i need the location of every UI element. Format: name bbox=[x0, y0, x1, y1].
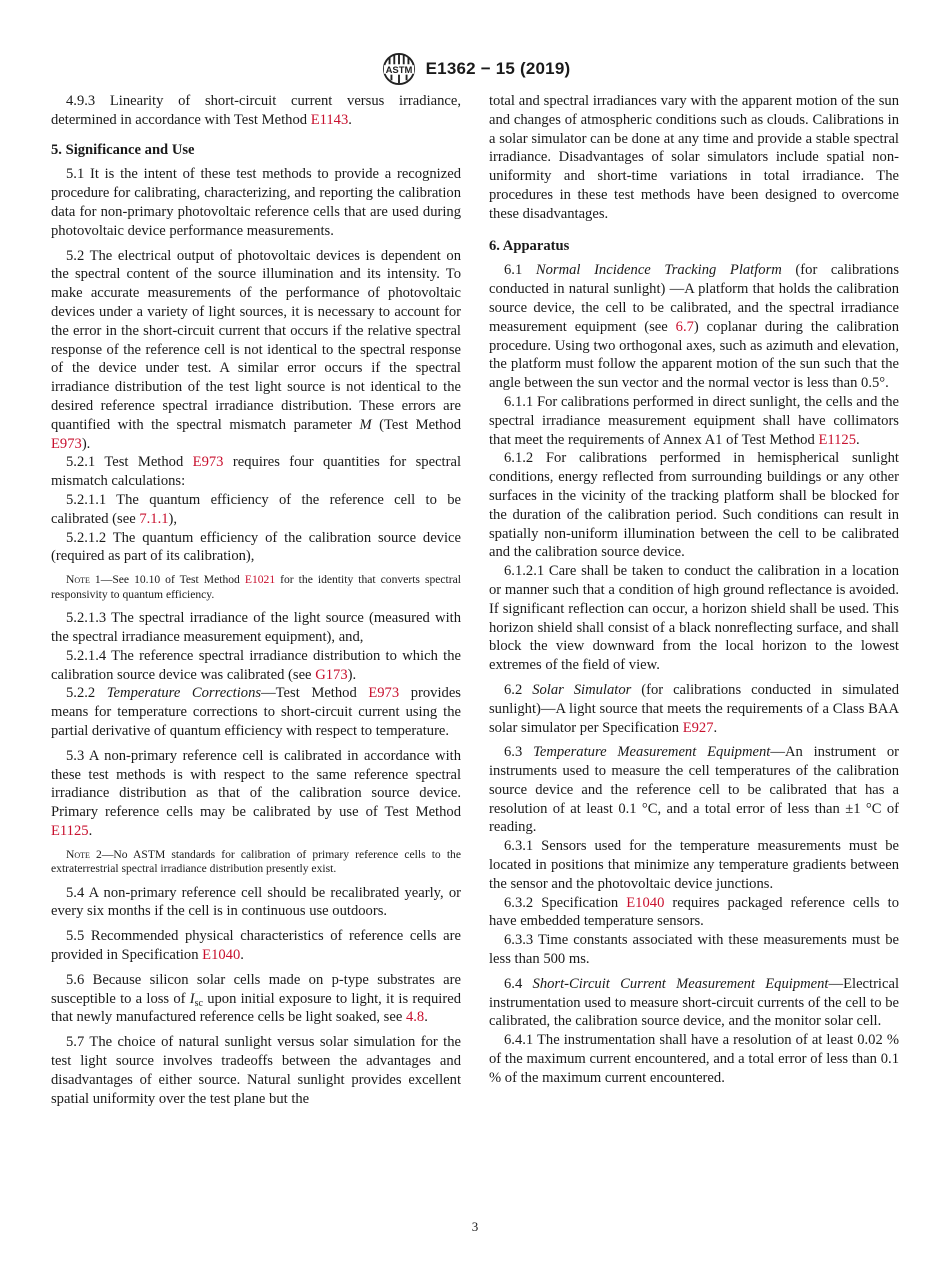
section-5-heading: 5. Significance and Use bbox=[51, 141, 195, 158]
section-6-heading: 6. Apparatus bbox=[489, 237, 570, 254]
paragraph-5-2-1-1: 5.2.1.1 The quantum efficiency of the reference cell to be calibrated (see 7.1.1), bbox=[51, 491, 461, 527]
link-e973[interactable]: E973 bbox=[368, 685, 400, 702]
paragraph-6-1: 6.1 Normal Incidence Tracking Platform (for calibrations conducted in natural sunlight) —A platform that holds the calibration source device, the cell to be calibrated, and the spectral irradiance measurement equipment (see 6.7) coplanar during the calibration procedure. Using two orthogonal axes, such as azimuth and elevation, the platform must follow the apparent motion of the sun such that the angle between the sun vector and the normal vector is less than 0.5°. bbox=[489, 262, 900, 392]
paragraph-6-1-1: 6.1.1 For calibrations performed in direct sunlight, the cells and the spectral irradiance measurement equipment shall have collimators that meet the requirements of Annex A1 of Test Method E1125. bbox=[489, 393, 899, 448]
paragraph-5-2-2: 5.2.2 Temperature Corrections—Test Method E973 provides means for temperature corrections to short-circuit current using the partial derivative of quantum efficiency with respect to temperature. bbox=[51, 685, 461, 739]
paragraph-6-3-2: 6.3.2 Specification E1040 requires packaged reference cells to have embedded temperature sensors. bbox=[489, 894, 900, 930]
note-2: Note 2—No ASTM standards for calibration of primary reference cells to the extraterrestrial spectral irradiance distribution presently exist. bbox=[51, 847, 461, 876]
paragraph-5-1: 5.1 It is the intent of these test methods to provide a recognized procedure for calibrating, characterizing, and reporting the calibration data for non-primary photovoltaic reference cells that are used during photovoltaic device performance measurements. bbox=[51, 166, 461, 239]
link-7-1-1[interactable]: 7.1.1 bbox=[139, 510, 169, 527]
note-1: Note 1—See 10.10 of Test Method E1021 for the identity that converts spectral responsivity to quantum efficiency. bbox=[51, 573, 461, 601]
paragraph-6-1-2-1: 6.1.2.1 Care shall be taken to conduct the calibration in a location or manner such that a condition of high ground reflectance is avoided. If significant reflection can occur, a horizon shield shall be used. This horizon shield shall consist of a black nonreflecting surface, and shall block the view downward from the local horizon to the lowest extremes of the field of view. bbox=[489, 563, 899, 674]
link-e973[interactable]: E973 bbox=[192, 454, 224, 471]
link-e1040[interactable]: E1040 bbox=[626, 894, 665, 911]
paragraph-4-9-3: 4.9.3 Linearity of short-circuit current versus irradiance, determined in accordance with Test Method E1143. bbox=[51, 93, 461, 128]
paragraph-5-7: 5.7 The choice of natural sunlight versus solar simulation for the test light source involves tradeoffs between the advantages and disadvantages of either source. Natural sunlight provides excellent spatial uniformity over the test plane but the bbox=[51, 1034, 461, 1107]
link-g173[interactable]: G173 bbox=[315, 666, 348, 683]
paragraph-5-2-1: 5.2.1 Test Method E973 requires four quantities for spectral mismatch calculations: bbox=[51, 454, 461, 490]
paragraph-6-3-1: 6.3.1 Sensors used for the temperature measurements must be located in positions that minimize any temperature gradients between the sensor and the photovoltaic device junctions. bbox=[489, 838, 899, 892]
paragraph-6-4: 6.4 Short-Circuit Current Measurement Equipment—Electrical instrumentation used to measure short-circuit currents of the cell to be calibrated, the calibration source device, and the monitor solar cell. bbox=[489, 975, 899, 1030]
left-column bbox=[51, 92, 461, 1108]
paragraph-6-4-1: 6.4.1 The instrumentation shall have a resolution of at least 0.02 % of the maximum current encountered, and a total error of less than 0.1 % of the maximum current encountered. bbox=[489, 1032, 899, 1086]
right-column bbox=[489, 92, 899, 1088]
link-6-7[interactable]: 6.7 bbox=[675, 318, 694, 335]
link-e1021[interactable]: E1021 bbox=[244, 573, 276, 587]
page-header bbox=[0, 52, 950, 86]
link-e1125[interactable]: E1125 bbox=[51, 822, 89, 839]
paragraph-5-2-1-4: 5.2.1.4 The reference spectral irradiance distribution to which the calibration source device was calibrated (see G173). bbox=[51, 647, 461, 683]
link-e1040[interactable]: E1040 bbox=[202, 947, 241, 964]
paragraph-6-3: 6.3 Temperature Measurement Equipment—An instrument or instruments used to measure the cell temperatures of the calibration source device and the reference cell to be calibrated that has a resolution of at least 0.1 °C, and a total error of less than ±1 °C of reading. bbox=[489, 744, 899, 836]
paragraph-5-7-continued: total and spectral irradiances vary with the apparent motion of the sun and changes of atmospheric conditions such as clouds. Calibrations in a solar simulator can be done at any time and provide a stable spectral irradiance. Disadvantages of solar simulators include spatial non-uniformity and short-time variations in total irradiance. The procedures in these test methods have been designed to overcome these disadvantages. bbox=[489, 93, 899, 222]
paragraph-5-4: 5.4 A non-primary reference cell should be recalibrated yearly, or every six months if the cell is in continuous use outdoors. bbox=[51, 884, 461, 920]
paragraph-5-5: 5.5 Recommended physical characteristics of reference cells are provided in Specification E1040. bbox=[51, 928, 461, 964]
paragraph-6-3-3: 6.3.3 Time constants associated with these measurements must be less than 500 ms. bbox=[489, 932, 899, 968]
paragraph-5-2-1-3: 5.2.1.3 The spectral irradiance of the light source (measured with the spectral irradiance measurement equipment), and, bbox=[51, 610, 461, 645]
paragraph-5-3: 5.3 A non-primary reference cell is calibrated in accordance with these test methods is with respect to the same reference spectral irradiance distribution as that of the calibration source device. Primary reference cells may be calibrated by use of Test Method E1125. bbox=[51, 747, 461, 839]
standard-designation: E1362 − 15 (2019) bbox=[425, 59, 571, 78]
link-e1143[interactable]: E1143 bbox=[310, 111, 349, 128]
svg-text:ASTM: ASTM bbox=[385, 64, 413, 76]
paragraph-5-2-1-2: 5.2.1.2 The quantum efficiency of the calibration source device (required as part of its calibration), bbox=[51, 529, 461, 565]
link-e927[interactable]: E927 bbox=[682, 719, 714, 736]
paragraph-6-1-2: 6.1.2 For calibrations performed in hemispherical sunlight conditions, energy reflected from surrounding buildings or any other surfaces in the vicinity of the tracking platform shall be blocked for the duration of the calibration period. Such conditions can result in spatially non-uniform illumination between the cell to be calibrated and the calibration source device. bbox=[489, 450, 899, 561]
link-4-8[interactable]: 4.8 bbox=[405, 1009, 425, 1026]
paragraph-5-6: 5.6 Because silicon solar cells made on p-type substrates are susceptible to a loss of $I_{sc}$ upon initial exposure to light, it is required that newly manufactured reference cells be light soaked, see 4.8. bbox=[51, 971, 461, 1026]
astm-logo-icon bbox=[380, 52, 418, 86]
link-e1125[interactable]: E1125 bbox=[818, 431, 856, 448]
paragraph-6-2: 6.2 Solar Simulator (for calibrations conducted in simulated sunlight)—A light source that meets the requirements of a Class BAA solar simulator per Specification E927. bbox=[489, 681, 900, 736]
paragraph-5-2: 5.2 The electrical output of photovoltaic devices is dependent on the spectral content of the source illumination and its intensity. To make accurate measurements of the performance of photovoltaic devices under a variety of light sources, it is necessary to account for the error in the short-circuit current that occurs if the relative spectral response of the reference cell is not identical to the spectral response of the device under test. A similar error occurs if the spectral irradiance distribution of the test light source is not identical to the desired reference spectral irradiance distribution. These errors are quantified with the spectral mismatch parameter M (Test Method E973). bbox=[51, 247, 461, 452]
page-number: 3 bbox=[471, 1219, 479, 1234]
link-e973[interactable]: E973 bbox=[51, 435, 82, 452]
